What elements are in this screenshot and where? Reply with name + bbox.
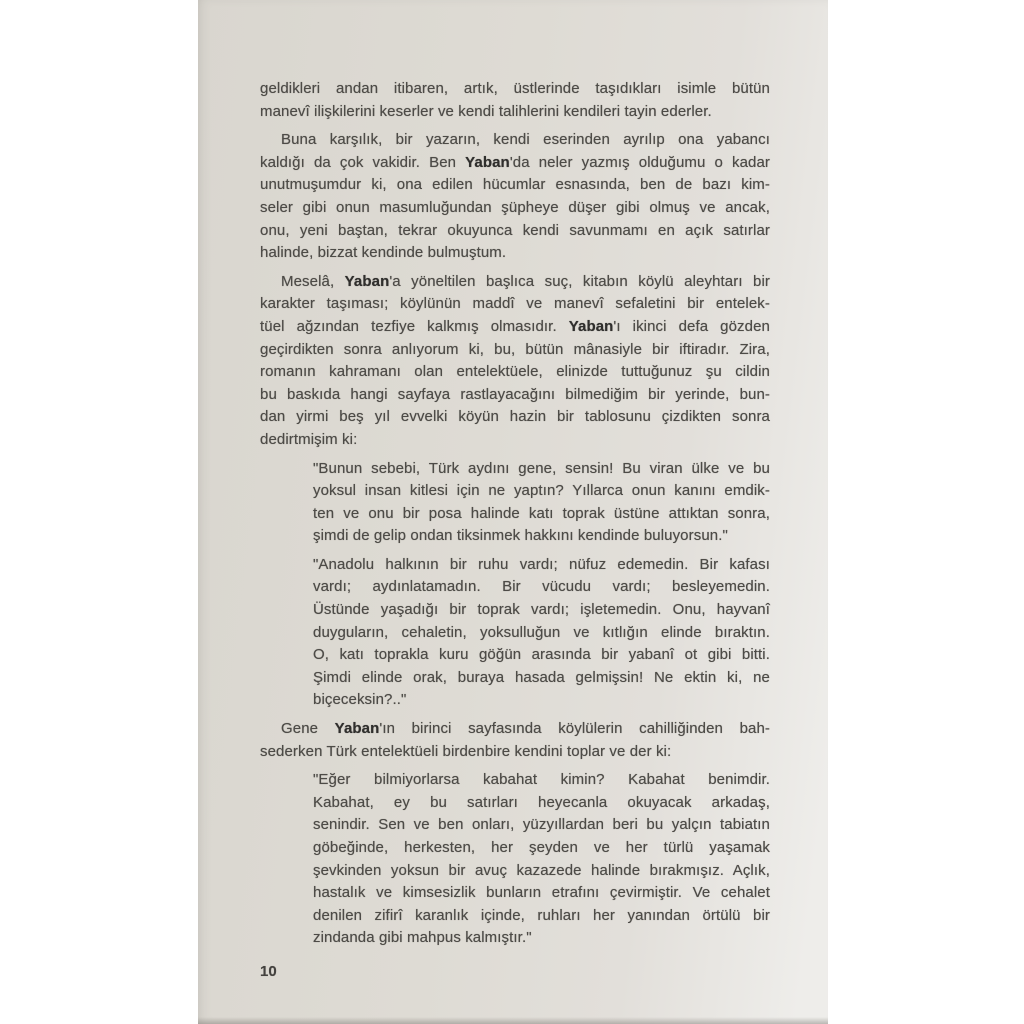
text-line: Üstünde yaşadığı bir toprak vardı; işletemedin. Onu, hayvanî [313,601,770,619]
paragraph [260,129,770,265]
text-line: Kabahat, ey bu satırları heyecanla okuyacak arkadaş, [313,793,770,811]
text-line: seler gibi onun masumluğundan şüpheye düşer gibi olmuş ve ancak, [260,198,770,216]
text-line: biçeceksin?.." [313,691,407,709]
text-line: duyguların, cehaletin, yoksulluğun ve kıtlığın elinde bıraktın. [313,623,770,641]
book-page [198,0,828,1024]
text-line: şimdi de gelip ondan tiksinmek hakkını kendinde buluyorsun." [313,527,728,545]
text-line: Gene Yaban'ın birinci sayfasında köylülerin cahilliğinden bah- [281,720,770,738]
text-line: Meselâ, Yaban'a yöneltilen başlıca suç, kitabın köylü aleyhtarı bir [281,272,770,290]
quote-paragraph [313,554,770,712]
quote-paragraph [313,458,770,548]
text-line: onu, yeni baştan, tekrar okuyunca kendi savunmamı en açık satırlar [260,221,770,239]
text-line: manevî ilişkilerini keserler ve kendi talihlerini kendileri tayin ederler. [260,102,712,120]
text-line: dan yirmi beş yıl evvelki köyün hazin bir tablosunu çizdikten sonra [260,408,770,426]
text-line: dedirtmişim ki: [260,430,358,448]
text-line: zindanda gibi mahpus kalmıştır." [313,929,532,947]
text-line: senindir. Sen ve ben onları, yüzyıllardan beri bu yalçın tabiatın [313,816,770,834]
text-line: yoksul insan kitlesi için ne yaptın? Yıllarca onun kanını emdik- [313,482,770,500]
text-line: Şimdi elinde orak, buraya hasada gelmişsin! Ne ektin ki, ne [313,668,770,686]
text-line: şevkinden yoksun bir avuç kazazede halinde bırakmışız. Açlık, [313,861,770,879]
text-line: sederken Türk entelektüeli birdenbire kendini toplar ve der ki: [260,742,672,760]
text-line: vardı; aydınlatamadın. Bir vücudu vardı; besleyemedin. [313,578,770,596]
text-line: "Eğer bilmiyorlarsa kabahat kimin? Kabahat benimdir. [313,771,770,789]
text-line: unutmuşumdur ki, ona edilen hücumlar esnasında, ben de bazı kim- [260,176,770,194]
text-line: tüel ağzından tezfiye kalkmış olmasıdır. Yaban'ı ikinci defa gözden [260,317,770,335]
text-line: denilen zifirî karanlık içinde, ruhları her yanından örtülü bir [313,906,770,924]
text-line: "Bunun sebebi, Türk aydını gene, sensin! Bu viran ülke ve bu [313,459,770,477]
text-line: hastalık ve kimsesizlik bunların etrafını çevirmiştir. Ve cehalet [313,884,770,902]
quote-paragraph [313,769,770,950]
text-line: göbeğinde, herkesten, her şeyden ve her türlü yaşamak [313,839,770,856]
page-number: 10 [260,963,277,980]
text-line: karakter taşıması; köylünün maddî ve manevî sefaletini bir entelek- [260,295,770,313]
text-line: Buna karşılık, bir yazarın, kendi eserinden ayrılıp ona yabancı [281,131,770,149]
paragraph [260,718,770,763]
text-line: romanın kahramanı olan entelektüele, elinizde tuttuğunuz şu cildin [260,363,770,381]
page-bottom-edge [198,1017,828,1024]
paragraph [260,78,770,123]
text-line: "Anadolu halkının bir ruhu vardı; nüfuz edemedin. Bir kafası [313,555,770,573]
page-text [260,78,770,950]
text-line: halinde, bizzat kendinde bulmuştum. [260,244,507,262]
text-line: ten ve onu bir posa halinde katı toprak üstüne attıktan sonra, [313,504,770,522]
text-line: kaldığı da çok vakidir. Ben Yaban'da neler yazmış olduğumu o kadar [260,153,770,171]
text-line: geçirdikten sonra anlıyorum ki, bu, bütün mânasiyle bir iftiradır. Zira, [260,340,770,358]
paragraph [260,271,770,452]
text-line: O, katı toprakla kuru göğün arasında bir yabanî ot gibi bitti. [313,646,770,664]
text-line: geldikleri andan itibaren, artık, üstlerinde taşıdıkları isimle bütün [260,80,770,97]
text-line: bu baskıda hangi sayfaya rastlayacağını bilmediğim bir yerinde, bun- [260,385,770,403]
